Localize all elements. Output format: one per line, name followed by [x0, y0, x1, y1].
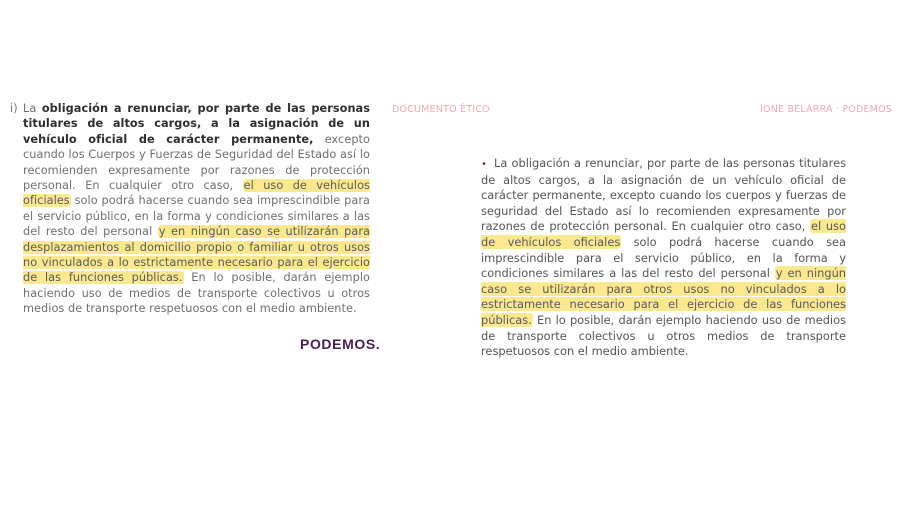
bullet-icon: •	[481, 159, 487, 170]
document-header-author: IONE BELARRA · PODEMOS	[760, 104, 892, 115]
body-text-1: excepto cuando los Cuerpos y Fuerzas de Seguridad del Estado así lo recomienden expresamente por razones de protección personal. En cualquier otro caso,	[23, 132, 370, 193]
body-text-3: En lo posible, darán ejemplo haciendo uso de medios de transporte colectivos u otros medios de transporte respetuosos con el medio ambiente.	[23, 271, 370, 316]
highlight-no-domicile-use: y en ningún caso se utilizarán para desplazamientos al domicilio propio o familiar u otros usos no vinculados a lo estrictamente necesario para el ejercicio de las funciones públicas.	[23, 225, 370, 285]
highlight-official-vehicles: el uso de vehículos oficiales	[481, 219, 847, 249]
left-document-excerpt	[10, 101, 370, 317]
body-text-3: En lo posible, darán ejemplo haciendo uso de medios de transporte colectivos u otros medios de transporte respetuosos con el medio ambiente.	[481, 312, 847, 359]
list-marker: i)	[10, 102, 18, 115]
intro-text: La	[23, 102, 37, 115]
body-text-2: solo podrá hacerse cuando sea imprescindible para el servicio público, en la forma y condiciones similares a las del resto del personal	[23, 194, 370, 239]
body-text-1: La obligación a renunciar, por parte de las personas titulares de altos cargos, a la asignación de un vehículo oficial de carácter permanente, excepto cuando los cuerpos y fuerzas de seguridad del Estado así lo recomienden expresamente por razones de protección personal. En cualquier otro caso,	[481, 156, 847, 234]
left-document-body	[10, 101, 370, 317]
right-document-excerpt	[481, 156, 846, 360]
podemos-logo: PODEMOS.	[300, 336, 381, 352]
body-text-2: solo podrá hacerse cuando sea imprescindible para el servicio público, en la forma y condiciones similares a las del resto del personal	[481, 234, 846, 281]
highlight-official-vehicles: el uso de vehículos oficiales	[23, 179, 370, 208]
document-header-title: DOCUMENTO ÉTICO	[392, 104, 490, 115]
highlight-no-other-uses: y en ningún caso se utilizarán para otros usos no vinculados a lo estrictamente necesario para el ejercicio de las funciones públicas.	[481, 266, 847, 327]
bold-obligation-text: obligación a renunciar, por parte de las personas titulares de altos cargos, a la asignación de un vehículo oficial de carácter permanente,	[23, 102, 370, 146]
